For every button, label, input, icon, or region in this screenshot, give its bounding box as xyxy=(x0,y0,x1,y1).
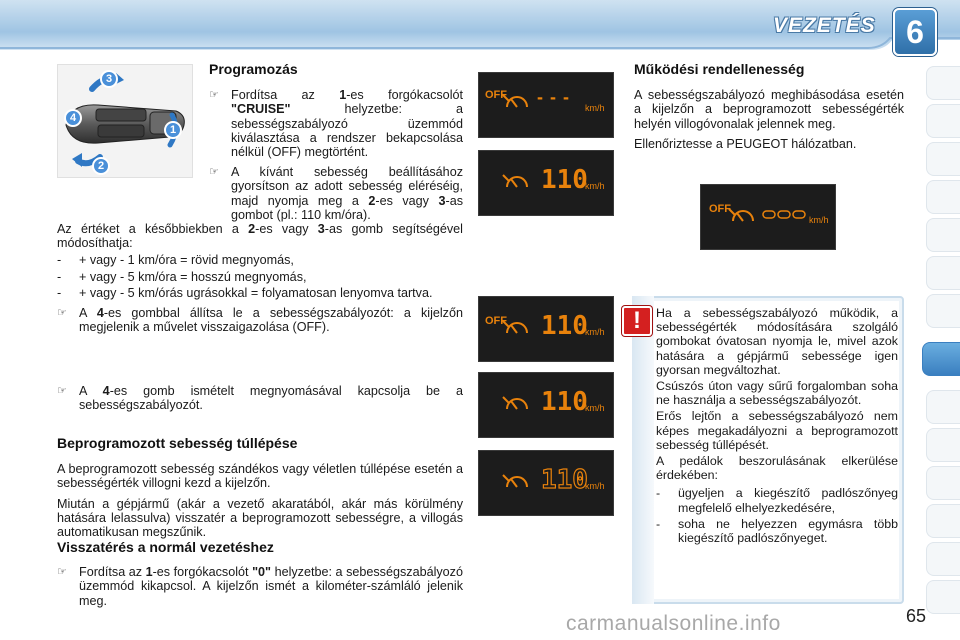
side-tab[interactable] xyxy=(926,294,960,328)
speed-unit: km/h xyxy=(809,215,829,225)
side-tabs xyxy=(926,66,960,626)
reactivate-section xyxy=(57,384,463,418)
warning-item: - soha ne helyezzen egymásra több kiegészítő padlószőnyeget. xyxy=(656,516,898,546)
chapter-title: VEZETÉS xyxy=(773,14,876,37)
adjust-item: - + vagy - 5 km/órás ugrásokkal = folyamatosan lenyomva tartva. xyxy=(57,285,433,300)
side-tab[interactable] xyxy=(926,428,960,462)
speed-unit: km/h xyxy=(585,403,605,413)
return-heading: Visszatérés a normál vezetéshez xyxy=(57,539,274,555)
return-section xyxy=(57,540,463,614)
programming-section xyxy=(209,62,463,228)
adjust-section xyxy=(57,222,463,340)
warning-strip xyxy=(632,296,654,604)
warning-paragraph: Csúszós úton vagy sűrű forgalomban soha ne használja a sebességszabályozót. xyxy=(656,379,898,408)
warning-paragraph: Ha a sebességszabályozó működik, a sebességérték módosítására szolgáló gombokat óvatosan nyomja le, mivel azok hatására a gépjármű sebessége igen gyorsan megváltozhat. xyxy=(656,306,898,377)
warning-paragraph: A pedálok beszorulásának elkerülése érdekében: xyxy=(656,454,898,483)
programming-bullet-2: ☞ A kívánt sebesség beállításához gyorsítson az adott sebesség eléréséig, majd nyomja meg a 2-es vagy 3-as gombot (pl.: 110 km/óra). xyxy=(209,165,463,222)
adjust-item: - + vagy - 1 km/óra = rövid megnyomás, xyxy=(57,253,294,268)
warning-icon: ! xyxy=(622,306,652,336)
programming-bullet-1: ☞ Fordítsa az 1-es forgókacsolót "CRUISE" helyzetbe: a sebességszabályozó üzemmód kiválasztása a rendszer bekapcsolása nélkül (OFF) megtörtént. xyxy=(209,88,463,160)
speedometer-icon xyxy=(503,475,527,487)
stalk-label-1: 1 xyxy=(164,121,182,139)
overspeed-paragraph: Miután a gépjármű (akár a vezető akaratából, akár más körülmény hatására lelassulva) visszatér a beprogramozott sebességre, a villogás automatikusan megszűnik. xyxy=(57,496,463,540)
adjust-item: - + vagy - 5 km/óra = hosszú megnyomás, xyxy=(57,269,307,284)
speed-unit: km/h xyxy=(585,327,605,337)
pointer-icon: ☞ xyxy=(57,306,67,320)
malfunction-paragraph: A sebességszabályozó meghibásodása esetén a kijelzőn a beprogramozott sebességérték helyén villogóvonalak jelennek meg. xyxy=(634,88,904,131)
malfunction-paragraph: Ellenőriztesse a PEUGEOT hálózatban. xyxy=(634,136,857,151)
return-bullet: ☞ Fordítsa az 1-es forgókacsolót "0" helyzetbe: a sebességszabályozó üzemmód kikapcsol. A kijelzőn ismét a kilométer-számláló jelenik meg. xyxy=(57,565,463,608)
programming-bullet-4: ☞ A 4-es gomb ismételt megnyomásával kapcsolja be a sebességszabályozót. xyxy=(57,384,463,413)
side-tab-active[interactable] xyxy=(922,342,960,376)
lcd-display-off-dashes xyxy=(478,72,614,138)
side-tab[interactable] xyxy=(926,104,960,138)
speedometer-icon xyxy=(729,209,753,221)
speedometer-icon xyxy=(503,397,527,409)
stalk-label-4: 4 xyxy=(64,109,82,127)
overspeed-paragraph: A beprogramozott sebesség szándékos vagy véletlen túllépése esetén a sebességérték villogni kezd a kijelzőn. xyxy=(57,462,463,491)
lcd-display-speed-active xyxy=(478,372,614,438)
speedometer-icon xyxy=(503,175,527,187)
programming-bullet-3: ☞ A 4-es gombbal állítsa le a sebességszabályozót: a kijelzőn megjelenik a művelet visszaigazolása (OFF). xyxy=(57,306,463,335)
cruise-control-stalk-image xyxy=(57,64,193,178)
lcd-display-off-speed xyxy=(478,296,614,362)
programming-heading: Programozás xyxy=(209,61,298,77)
side-tab[interactable] xyxy=(926,504,960,538)
adjust-paragraph: Az értéket a későbbiekben a 2-es vagy 3-as gomb segítségével módosíthatja: xyxy=(57,222,463,251)
pointer-icon: ☞ xyxy=(57,384,67,397)
speed-value-flashing: 110 xyxy=(541,465,588,495)
lcd-display-malfunction xyxy=(700,184,836,250)
warning-item: - ügyeljen a kiegészítő padlószőnyeg megfelelő elhelyezkedésére, xyxy=(656,486,898,515)
speed-unit: km/h xyxy=(585,103,605,113)
stalk-label-3: 3 xyxy=(100,70,118,88)
off-label: OFF xyxy=(485,315,507,327)
stalk-label-2: 2 xyxy=(92,157,110,175)
side-tab[interactable] xyxy=(926,390,960,424)
side-tab[interactable] xyxy=(926,66,960,100)
speed-dashes: - - - xyxy=(537,87,570,107)
pointer-icon: ☞ xyxy=(209,88,219,102)
side-tab[interactable] xyxy=(926,218,960,252)
malfunction-heading: Működési rendellenesség xyxy=(634,61,805,77)
side-tab[interactable] xyxy=(926,542,960,576)
overspeed-section xyxy=(57,436,463,542)
side-tab[interactable] xyxy=(926,580,960,614)
side-tab[interactable] xyxy=(926,466,960,500)
warning-paragraph: Erős lejtőn a sebességszabályozó nem képes megakadályozni a beprogramozott sebesség túllépését. xyxy=(656,409,898,452)
lcd-display-speed-flashing xyxy=(478,450,614,516)
off-label: OFF xyxy=(709,203,731,215)
page-number: 65 xyxy=(906,606,927,626)
side-tab[interactable] xyxy=(926,142,960,176)
speed-unit: km/h xyxy=(585,181,605,191)
off-label: OFF xyxy=(485,89,507,101)
pointer-icon: ☞ xyxy=(57,565,67,579)
warning-text xyxy=(656,306,898,547)
flashing-dashes xyxy=(763,211,805,218)
side-tab[interactable] xyxy=(926,180,960,214)
overspeed-heading: Beprogramozott sebesség túllépése xyxy=(57,435,298,451)
pointer-icon: ☞ xyxy=(209,165,219,179)
lcd-display-speed xyxy=(478,150,614,216)
speed-value: 110 xyxy=(541,387,588,417)
speed-value: 110 xyxy=(541,165,588,195)
watermark: carmanualsonline.info xyxy=(566,612,781,635)
chapter-number: 6 xyxy=(893,8,937,56)
malfunction-section xyxy=(634,62,904,154)
side-tab[interactable] xyxy=(926,256,960,290)
speed-unit: km/h xyxy=(585,481,605,491)
speed-value: 110 xyxy=(541,311,588,341)
